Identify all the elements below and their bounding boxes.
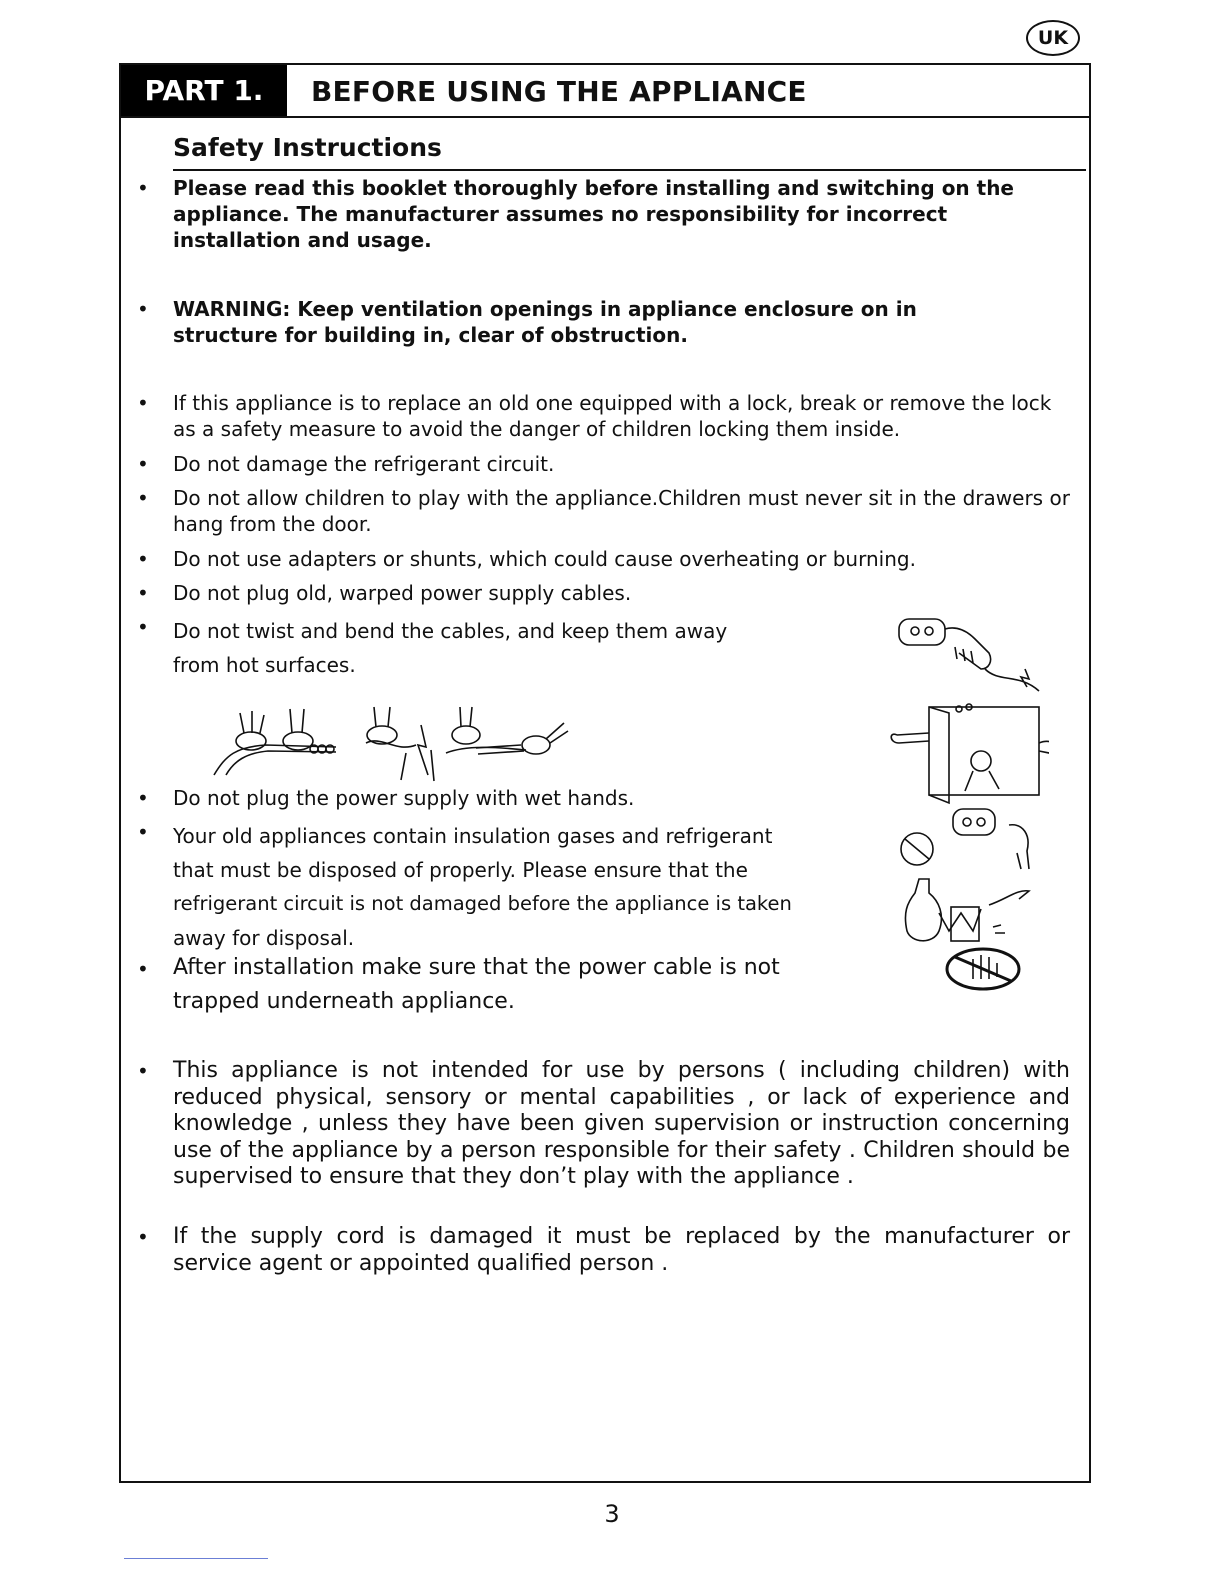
- instruction-line: Your old appliances contain insulation gases and refrigerant: [173, 824, 773, 848]
- bullet-icon: •: [137, 581, 149, 605]
- bullet-icon: •: [137, 615, 149, 639]
- instruction-line: that must be disposed of properly. Please ensure that the: [173, 858, 748, 882]
- instruction-line: away for disposal.: [173, 926, 355, 950]
- instruction-remove-lock: If this appliance is to replace an old one equipped with a lock, break or remove the lock as a safety measure to avoid the danger of children locking them inside.: [173, 391, 1052, 441]
- cable-twist-illustration: [206, 705, 586, 785]
- bullet-icon: •: [137, 391, 149, 415]
- instruction-old-cables: Do not plug old, warped power supply cables.: [173, 581, 632, 605]
- instruction-line: refrigerant circuit is not damaged before the appliance is taken: [173, 892, 792, 915]
- section-divider: [173, 169, 1086, 171]
- instruction-disposal: [173, 819, 873, 955]
- content-frame: [119, 63, 1091, 1483]
- instruction-twist-cables: [173, 614, 853, 682]
- safety-illustrations: [889, 613, 1049, 993]
- instruction-wet-hands: Do not plug the power supply with wet hands.: [173, 786, 635, 810]
- country-badge: UK: [1026, 20, 1080, 56]
- instruction-line: Do not twist and bend the cables, and keep them away: [173, 619, 728, 643]
- instruction-line: from hot surfaces.: [173, 653, 356, 677]
- bullet-icon: •: [137, 957, 149, 981]
- instruction-ventilation-warning: WARNING: Keep ventilation openings in appliance enclosure on in structure for building in, clear of obstruction.: [173, 297, 917, 347]
- bullet-icon: •: [137, 547, 149, 571]
- instruction-children-play: Do not allow children to play with the appliance.Children must never sit in the drawers or hang from the door.: [173, 486, 1070, 536]
- footer-link-underline: [124, 1558, 268, 1559]
- page-number: 3: [604, 1500, 620, 1528]
- instruction-read-booklet: Please read this booklet thoroughly before installing and switching on the appliance. The manufacturer assumes no responsibility for incorrect installation and usage.: [173, 176, 1014, 252]
- bullet-icon: •: [137, 1059, 149, 1083]
- instruction-line: trapped underneath appliance.: [173, 989, 515, 1014]
- bullet-icon: •: [137, 452, 149, 476]
- bullet-icon: •: [137, 820, 149, 844]
- bullet-icon: •: [137, 786, 149, 810]
- bullet-icon: •: [137, 297, 149, 321]
- bullet-icon: •: [137, 1225, 149, 1249]
- bullet-icon: •: [137, 486, 149, 510]
- part-title: BEFORE USING THE APPLIANCE: [311, 75, 807, 108]
- part-header: [121, 65, 1089, 118]
- part-label: PART 1.: [121, 65, 287, 116]
- instruction-trapped-cable: [173, 951, 873, 1019]
- section-title: Safety Instructions: [173, 133, 442, 162]
- instruction-adapters: Do not use adapters or shunts, which could cause overheating or burning.: [173, 547, 916, 571]
- instruction-refrigerant-circuit: Do not damage the refrigerant circuit.: [173, 452, 555, 476]
- instruction-damaged-cord: If the supply cord is damaged it must be replaced by the manufacturer or service agent or appointed qualified person .: [173, 1224, 1070, 1276]
- instruction-line: After installation make sure that the power cable is not: [173, 955, 780, 980]
- bullet-icon: •: [137, 176, 149, 200]
- instruction-reduced-capabilities: This appliance is not intended for use by persons ( including children) with reduced physical, sensory or mental capabilities , or lack of experience and knowledge , unless they have been given supervision or instruction concerning use of the appliance by a person responsible for their safety . Children should be supervised to ensure that they don’t play with the appliance .: [173, 1058, 1070, 1189]
